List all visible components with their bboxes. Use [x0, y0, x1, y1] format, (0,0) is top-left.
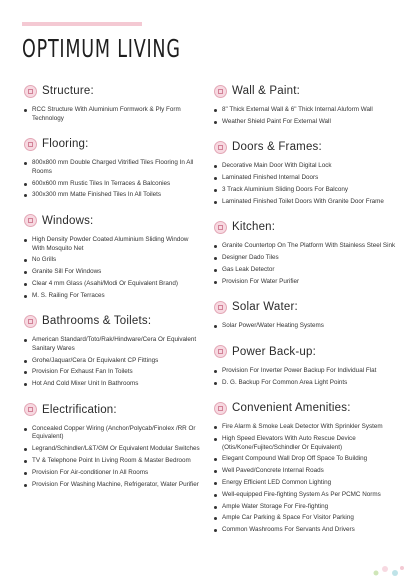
feature-item: Well Paved/Concrete Internal Roads — [214, 467, 400, 476]
section — [24, 212, 200, 300]
section-title: Convenient Amenities: — [232, 402, 351, 415]
plug-icon — [24, 403, 37, 416]
section-header — [214, 82, 400, 100]
amenities-icon — [214, 402, 227, 415]
section — [214, 218, 400, 286]
tiles-icon — [24, 138, 37, 151]
feature-item: High Density Powder Coated Aluminium Sliding Window With Mosquito Net — [24, 236, 200, 253]
feature-item: Laminated Finished Internal Doors — [214, 174, 400, 183]
section-title: Wall & Paint: — [232, 85, 301, 97]
section-header — [214, 298, 400, 316]
feature-list — [24, 336, 200, 389]
bathtub-icon — [24, 315, 37, 328]
section-header — [214, 218, 400, 236]
feature-item: Fire Alarm & Smoke Leak Detector With Sprinkler System — [214, 423, 400, 432]
section-header — [214, 399, 400, 417]
feature-list — [214, 242, 400, 286]
feature-item: Granite Sill For Windows — [24, 268, 200, 277]
water-heater-icon — [214, 301, 227, 314]
feature-item: D. G. Backup For Common Area Light Points — [214, 379, 400, 388]
feature-item: TV & Telephone Point In Living Room & Master Bedroom — [24, 457, 200, 466]
section-header — [24, 401, 200, 419]
feature-item: Decorative Main Door With Digital Lock — [214, 162, 400, 171]
feature-list — [214, 367, 400, 387]
feature-item: Granite Countertop On The Platform With Stainless Steel Sink — [214, 242, 400, 251]
power-icon — [214, 345, 227, 358]
section — [214, 138, 400, 206]
feature-item: Grohe/Jaquar/Cera Or Equivalent CP Fittings — [24, 357, 200, 366]
decorative-dots — [372, 563, 406, 577]
feature-item: Ample Water Storage For Fire-fighting — [214, 503, 400, 512]
section-header — [214, 138, 400, 156]
feature-item: 8" Thick External Wall & 6" Thick Internal Aluform Wall — [214, 106, 400, 115]
feature-list — [24, 159, 200, 200]
section — [24, 401, 200, 489]
feature-item: Concealed Copper Wiring (Anchor/Polycab/Finolex /RR Or Equivalent) — [24, 425, 200, 442]
section-title: Solar Water: — [232, 301, 298, 314]
feature-item: No Grills — [24, 256, 200, 265]
feature-item: M. S. Railing For Terraces — [24, 292, 200, 301]
feature-item: Provision For Water Purifier — [214, 278, 400, 287]
feature-item: Laminated Finished Toilet Doors With Granite Door Frame — [214, 198, 400, 207]
feature-item: High Speed Elevators With Auto Rescue Device (Otis/Kone/Fujitec/Schindler Or Equivalent) — [214, 435, 400, 452]
feature-item: 3 Track Aluminium Sliding Doors For Balcony — [214, 186, 400, 195]
feature-item: Ample Car Parking & Space For Visitor Parking — [214, 514, 400, 523]
section-header — [24, 312, 200, 330]
right-column — [214, 82, 400, 547]
feature-item: Common Washrooms For Servants And Drivers — [214, 526, 400, 535]
feature-list — [214, 322, 400, 331]
door-icon — [214, 141, 227, 154]
page-title: OPTIMUM LIVING — [22, 34, 181, 63]
feature-item: Provision For Exhaust Fan In Toilets — [24, 368, 200, 377]
feature-list — [214, 106, 400, 126]
feature-item: Elegant Compound Wall Drop Off Space To Building — [214, 455, 400, 464]
feature-item: RCC Structure With Aluminium Formwork & Ply Form Technology — [24, 106, 200, 123]
title-accent-bar — [22, 22, 142, 26]
section-title: Flooring: — [42, 138, 89, 151]
section-header — [24, 82, 200, 100]
section-title: Bathrooms & Toilets: — [42, 315, 152, 328]
feature-item: Weather Shield Paint For External Wall — [214, 118, 400, 127]
feature-item: Clear 4 mm Glass (Asahi/Modi Or Equivalent Brand) — [24, 280, 200, 289]
section — [24, 82, 200, 123]
feature-item: Energy Efficient LED Common Lighting — [214, 479, 400, 488]
section-title: Power Back-up: — [232, 345, 316, 358]
section-header — [24, 135, 200, 153]
feature-item: Provision For Air-conditioner In All Rooms — [24, 469, 200, 478]
feature-item: Solar Power/Water Heating Systems — [214, 322, 400, 331]
feature-item: 600x600 mm Rustic Tiles In Terraces & Balconies — [24, 180, 200, 189]
building-icon — [24, 85, 37, 98]
feature-item: Hot And Cold Mixer Unit In Bathrooms — [24, 380, 200, 389]
feature-item: 300x300 mm Matte Finished Tiles In All Toilets — [24, 191, 200, 200]
feature-list — [24, 106, 200, 123]
feature-item: Designer Dado Tiles — [214, 254, 400, 263]
window-icon — [24, 214, 37, 227]
section — [214, 399, 400, 534]
feature-list — [214, 423, 400, 534]
feature-item: Well-equipped Fire-fighting System As Per PCMC Norms — [214, 491, 400, 500]
kitchen-icon — [214, 221, 227, 234]
section-title: Electrification: — [42, 403, 117, 416]
section-title: Structure: — [42, 85, 94, 97]
section — [24, 312, 200, 389]
section — [214, 298, 400, 331]
feature-item: American Standard/Toto/Rak/Hindware/Cera Or Equivalent Sanitary Wares — [24, 336, 200, 353]
feature-list — [24, 236, 200, 300]
section — [214, 82, 400, 126]
feature-item: Legrand/Schindler/L&T/GM Or Equivalent Modular Switches — [24, 445, 200, 454]
feature-item: Provision For Washing Machine, Refrigerator, Water Purifier — [24, 481, 200, 490]
feature-item: 800x800 mm Double Charged Vitrified Tiles Flooring In All Rooms — [24, 159, 200, 176]
section-header — [24, 212, 200, 230]
section — [24, 135, 200, 200]
section-title: Windows: — [42, 214, 94, 227]
left-column — [24, 82, 200, 501]
feature-item: Provision For Inverter Power Backup For Individual Flat — [214, 367, 400, 376]
section — [214, 343, 400, 387]
feature-list — [214, 162, 400, 206]
section-title: Kitchen: — [232, 221, 276, 234]
paint-icon — [214, 85, 227, 98]
section-header — [214, 343, 400, 361]
feature-item: Gas Leak Detector — [214, 266, 400, 275]
feature-list — [24, 425, 200, 489]
section-title: Doors & Frames: — [232, 141, 322, 154]
